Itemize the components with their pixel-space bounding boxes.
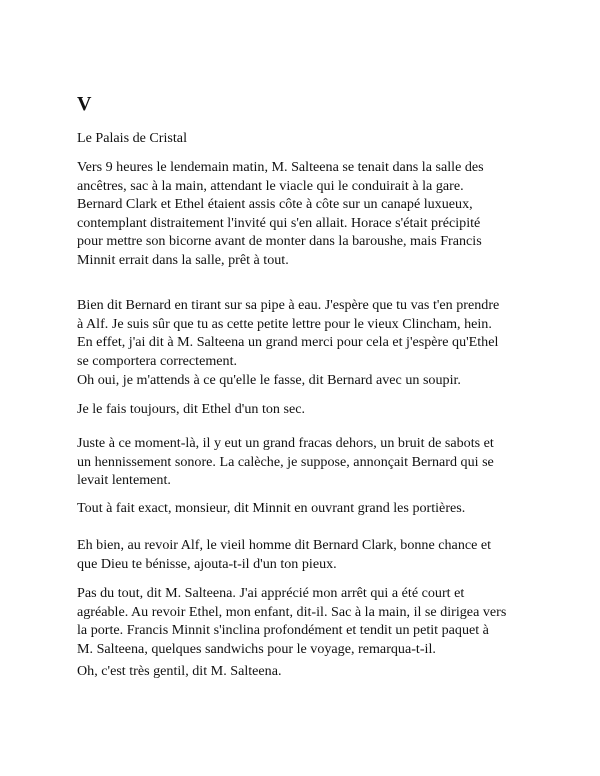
paragraph: [77, 584, 545, 658]
paragraph-line: Oh, c'est très gentil, dit M. Salteena.: [77, 663, 282, 679]
paragraph: [77, 158, 545, 270]
paragraph-line: Pas du tout, dit M. Salteena. J'ai apprécié mon arrêt qui a été court et: [77, 585, 465, 601]
paragraph: [77, 371, 545, 390]
paragraph: [77, 333, 545, 370]
paragraph-line: levait lentement.: [77, 472, 171, 489]
paragraph-line: Minnit errait dans la salle, prêt à tout.: [77, 251, 289, 268]
paragraph-line: Vers 9 heures le lendemain matin, M. Salteena se tenait dans la salle des: [77, 159, 484, 175]
paragraph-line: à Alf. Je suis sûr que tu as cette petite lettre pour le vieux Clincham, hein.: [77, 315, 492, 332]
paragraph-line: Bien dit Bernard en tirant sur sa pipe à eau. J'espère que tu vas t'en prendre: [77, 297, 500, 313]
paragraph-line: En effet, j'ai dit à M. Salteena un grand merci pour cela et j'espère qu'Ethel: [77, 334, 499, 350]
paragraph: [77, 400, 545, 419]
paragraph-line: Je le fais toujours, dit Ethel d'un ton sec.: [77, 401, 305, 417]
paragraph-line: ancêtres, sac à la main, attendant le viacle qui le conduirait à la gare.: [77, 177, 464, 194]
paragraph-line: contemplant distraitement l'invité qui s'en allait. Horace s'était précipité: [77, 214, 481, 231]
paragraph: [77, 434, 545, 490]
paragraph-line: la porte. Francis Minnit s'inclina profondément et tendit un petit paquet à: [77, 622, 489, 639]
chapter-number: V: [77, 93, 92, 115]
paragraph: [77, 536, 545, 573]
paragraph: [77, 499, 545, 518]
chapter-title: Le Palais de Cristal: [77, 130, 187, 146]
paragraph: [77, 662, 545, 681]
paragraph-line: Juste à ce moment-là, il y eut un grand fracas dehors, un bruit de sabots et: [77, 435, 494, 451]
paragraph-line: Bernard Clark et Ethel étaient assis côte à côte sur un canapé luxueux,: [77, 196, 473, 213]
paragraph: [77, 296, 545, 333]
paragraph-line: se comportera correctement.: [77, 352, 238, 369]
paragraph-line: Eh bien, au revoir Alf, le vieil homme dit Bernard Clark, bonne chance et: [77, 537, 492, 553]
paragraph-line: agréable. Au revoir Ethel, mon enfant, dit-il. Sac à la main, il se dirigea vers: [77, 603, 507, 620]
paragraph-line: un hennissement sonore. La calèche, je suppose, annonçait Bernard qui se: [77, 453, 494, 470]
paragraph-line: Oh oui, je m'attends à ce qu'elle le fasse, dit Bernard avec un soupir.: [77, 372, 461, 388]
paragraph-line: M. Salteena, quelques sandwichs pour le voyage, remarqua-t-il.: [77, 640, 436, 657]
paragraph-line: que Dieu te bénisse, ajouta-t-il d'un ton pieux.: [77, 555, 337, 572]
paragraph-line: pour mettre son bicorne avant de monter dans la baroushe, mais Francis: [77, 233, 482, 250]
paragraph-line: Tout à fait exact, monsieur, dit Minnit en ouvrant grand les portières.: [77, 500, 466, 516]
